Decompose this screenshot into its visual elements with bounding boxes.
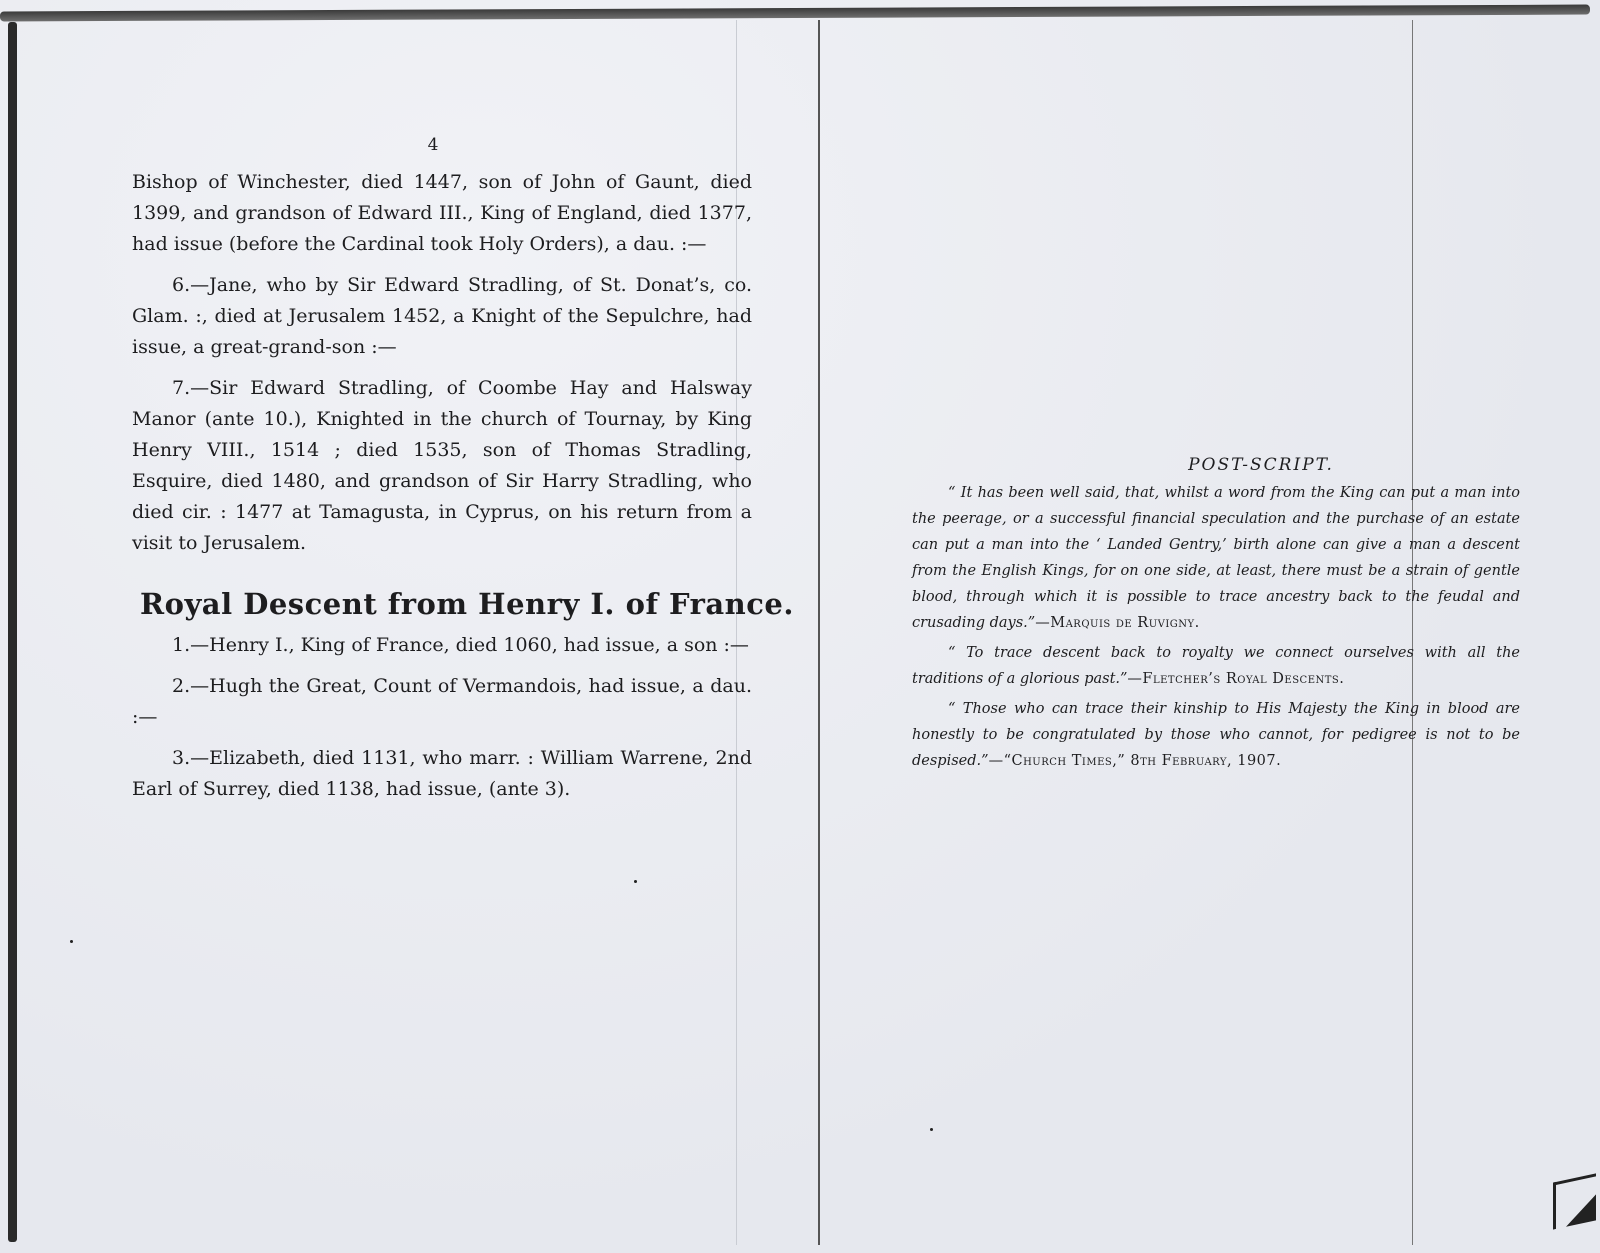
quote-text: “ It has been well said, that, whilst a word from the King can put a man into the peerage, or a successful financial speculation and the purchase of an estate can put a man into the ‘ Landed Gentry,’ birth alone can give a man a descent from the English Kings, for on one side, at least, there must be a strain of gentle blood, through which it is possible to trace ancestry back to the feudal and crusading days.” xyxy=(912,485,1520,631)
postscript-title: POST-SCRIPT. xyxy=(1188,455,1334,475)
speck xyxy=(70,940,73,943)
paragraph-bishop: Bishop of Winchester, died 1447, son of John of Gaunt, died 1399, and grandson of Edward III., King of England, died 1377, had issue (before the Cardinal took Holy Orders), a dau. :— xyxy=(132,171,752,255)
descent-item: 3.—Elizabeth, died 1131, who marr. : William Warrene, 2nd Earl of Surrey, died 1138, had issue, (ante 3). xyxy=(132,747,752,800)
page-fold-center xyxy=(818,20,820,1245)
section-heading: Royal Descent from Henry I. of France. xyxy=(140,587,794,621)
quote-fletcher xyxy=(912,640,1520,692)
quote-text: “ To trace descent back to royalty we connect ourselves with all the traditions of a glorious past.” xyxy=(912,645,1520,687)
paragraph-sir-edward: 7.—Sir Edward Stradling, of Coombe Hay and Halsway Manor (ante 10.), Knighted in the church of Tournay, by King Henry VIII., 1514 ; died 1535, son of Thomas Stradling, Esquire, died 1480, and grandson of Sir Harry Stradling, who died cir. : 1477 at Tamagusta, in Cyprus, on his return from a visit to Jerusalem. xyxy=(132,377,752,554)
quote-attribution: —“Church Times,” 8th February, 1907. xyxy=(988,753,1282,769)
quote-attribution: —Marquis de Ruvigny. xyxy=(1035,615,1200,631)
descent-item: 2.—Hugh the Great, Count of Vermandois, had issue, a dau. :— xyxy=(132,675,752,728)
descent-item: 1.—Henry I., King of France, died 1060, had issue, a son :— xyxy=(172,634,749,656)
quote-ruvigny xyxy=(912,480,1520,636)
page-number: 4 xyxy=(427,135,439,155)
binding-left-edge xyxy=(8,22,17,1242)
quote-attribution: —Fletcher’s Royal Descents. xyxy=(1127,671,1345,687)
quote-church-times xyxy=(912,696,1520,774)
corner-mark-icon xyxy=(1553,1173,1596,1229)
quote-text: “ Those who can trace their kinship to His Majesty the King in blood are honestly to be congratulated by those who cannot, for pedigree is not to be despised.” xyxy=(912,701,1520,769)
right-page xyxy=(912,452,1520,778)
paragraph-jane: 6.—Jane, who by Sir Edward Stradling, of St. Donat’s, co. Glam. :, died at Jerusalem 1452, a Knight of the Sepulchre, had issue, a great-grand-son :— xyxy=(132,274,752,358)
speck xyxy=(930,1128,933,1131)
speck xyxy=(634,880,637,883)
left-page xyxy=(132,130,794,815)
